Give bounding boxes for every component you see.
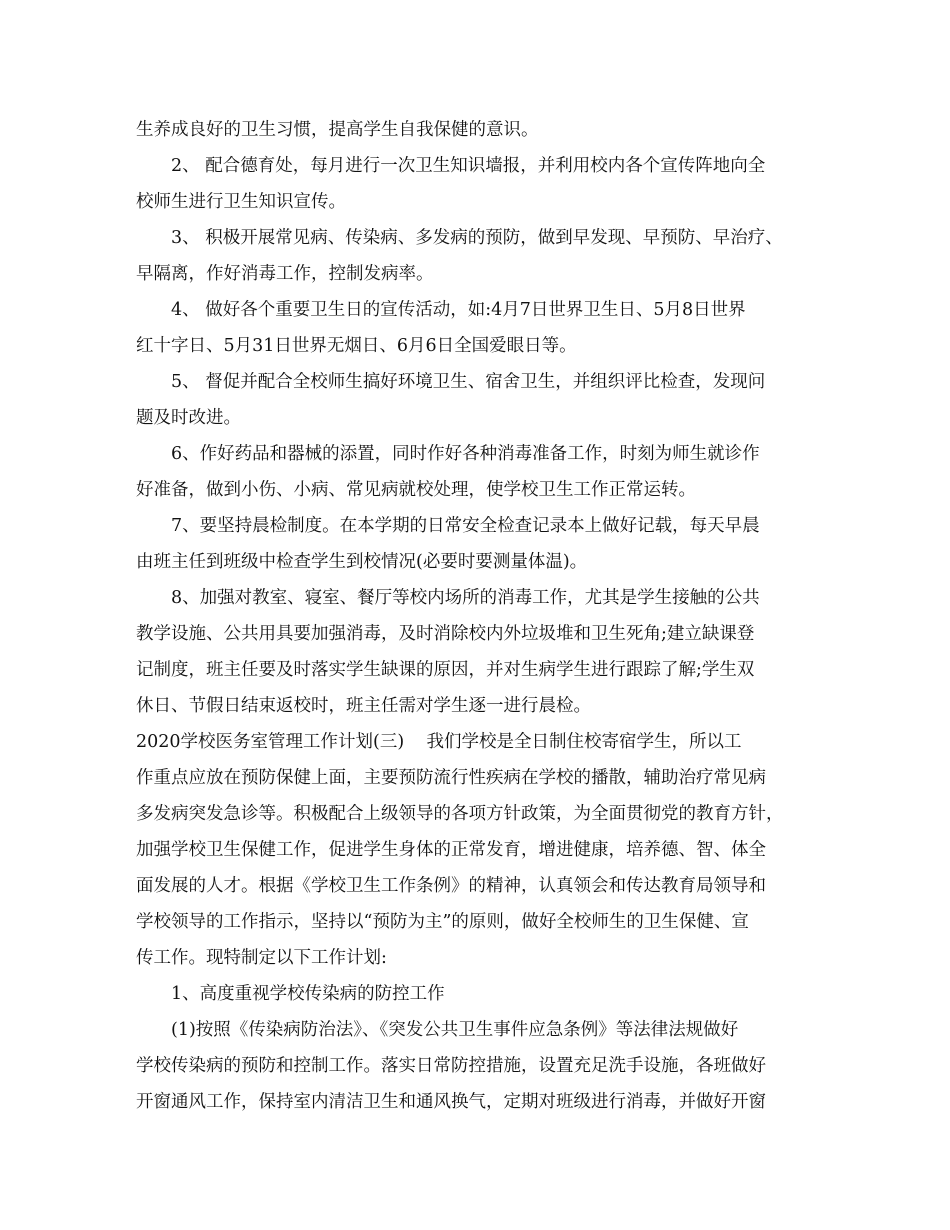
text-line: 多发病突发急诊等。积极配合上级领导的各项方针政策，为全面贯彻党的教育方针， <box>136 804 784 824</box>
text-line: 学校领导的工作指示，坚持以“预防为主”的原则，做好全校师生的卫生保健、宣 <box>136 912 749 932</box>
text-line: 1、高度重视学校传染病的防控工作 <box>171 984 445 1004</box>
text-line: 学校传染病的预防和控制工作。落实日常防控措施，设置充足洗手设施，各班做好 <box>136 1056 766 1076</box>
text-line: 8、加强对教室、寝室、餐厅等校内场所的消毒工作，尤其是学生接触的公共 <box>171 588 760 608</box>
text-line: 好准备，做到小伤、小病、常见病就校处理，使学校卫生工作正常运转。 <box>136 480 696 500</box>
text-line: 6、作好药品和器械的添置，同时作好各种消毒准备工作，时刻为师生就诊作 <box>171 444 760 464</box>
text-line: 休日、节假日结束返校时，班主任需对学生逐一进行晨检。 <box>136 696 591 716</box>
text-line: 由班主任到班级中检查学生到校情况(必要时要测量体温)。 <box>136 552 588 572</box>
text-line: 7、要坚持晨检制度。在本学期的日常安全检查记录本上做好记载，每天早晨 <box>171 516 760 536</box>
text-line: 早隔离，作好消毒工作，控制发病率。 <box>136 264 434 284</box>
text-line: 4、 做好各个重要卫生日的宣传活动，如:4月7日世界卫生日、5月8日世界 <box>171 300 746 320</box>
text-line: 2、 配合德育处，每月进行一次卫生知识墙报，并利用校内各个宣传阵地向全 <box>171 156 766 176</box>
text-line: 题及时改进。 <box>136 408 241 428</box>
text-line: 红十字日、5月31日世界无烟日、6月6日全国爱眼日等。 <box>136 336 577 356</box>
text-line: 开窗通风工作，保持室内清洁卫生和通风换气，定期对班级进行消毒，并做好开窗 <box>136 1092 766 1112</box>
text-line: (1)按照《传染病防治法》、《突发公共卫生事件应急条例》等法律法规做好 <box>171 1020 739 1040</box>
text-line: 面发展的人才。根据《学校卫生工作条例》的精神，认真领会和传达教育局领导和 <box>136 876 766 896</box>
text-line: 校师生进行卫生知识宣传。 <box>136 192 346 212</box>
text-line: 教学设施、公共用具要加强消毒，及时消除校内外垃圾堆和卫生死角;建立缺课登 <box>136 624 755 644</box>
text-line: 传工作。现特制定以下工作计划: <box>136 948 387 968</box>
text-line: 生养成良好的卫生习惯，提高学生自我保健的意识。 <box>136 120 539 140</box>
text-line: 作重点应放在预防保健上面，主要预防流行性疾病在学校的播散，辅助治疗常见病 <box>136 768 766 788</box>
text-line: 3、 积极开展常见病、传染病、多发病的预防，做到早发现、早预防、早治疗、 <box>171 228 783 248</box>
text-line: 5、 督促并配合全校师生搞好环境卫生、宿舍卫生，并组织评比检查，发现问 <box>171 372 766 392</box>
text-line: 记制度，班主任要及时落实学生缺课的原因，并对生病学生进行跟踪了解;学生双 <box>136 660 755 680</box>
section-heading-line: 2020学校医务室管理工作计划(三) 我们学校是全日制住校寄宿学生，所以工 <box>136 732 742 752</box>
text-line: 加强学校卫生保健工作，促进学生身体的正常发育，增进健康，培养德、智、体全 <box>136 840 766 860</box>
